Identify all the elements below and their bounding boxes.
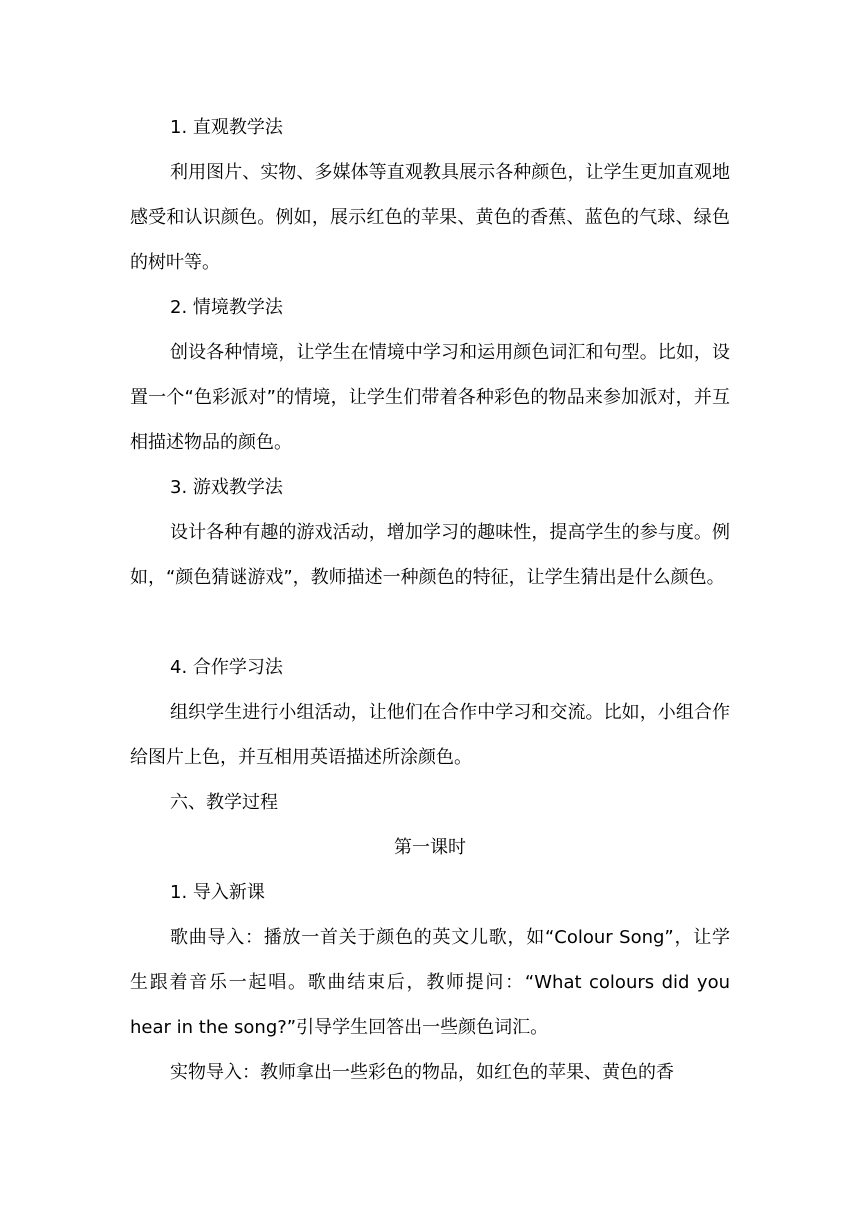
section-body: 创设各种情境，让学生在情境中学习和运用颜色词汇和句型。比如，设置一个“色彩派对”的情境，让学生们带着各种彩色的物品来参加派对，并互相描述物品的颜色。 [130,342,730,453]
section-body: 利用图片、实物、多媒体等直观教具展示各种颜色，让学生更加直观地感受和认识颜色。例如，展示红色的苹果、黄色的香蕉、蓝色的气球、绿色的树叶等。 [130,162,730,273]
section-heading: 1. 直观教学法 [170,117,283,138]
section-heading: 4. 合作学习法 [170,657,283,678]
lesson-title: 第一课时 [394,837,466,858]
section-body: 设计各种有趣的游戏活动，增加学习的趣味性，提高学生的参与度。例如，“颜色猜谜游戏”，教师描述一种颜色的特征，让学生猜出是什么颜色。 [130,522,730,588]
part-heading: 六、教学过程 [170,792,278,813]
section-heading: 2. 情境教学法 [170,297,283,318]
object-intro-paragraph: 实物导入：教师拿出一些彩色的物品，如红色的苹果、黄色的香 [170,1062,674,1083]
section-body: 组织学生进行小组活动，让他们在合作中学习和交流。比如，小组合作给图片上色，并互相用英语描述所涂颜色。 [130,702,730,768]
section-heading: 3. 游戏教学法 [170,477,283,498]
step-heading: 1. 导入新课 [170,882,265,903]
song-intro-paragraph: 歌曲导入：播放一首关于颜色的英文儿歌，如“Colour Song”，让学生跟着音乐一起唱。歌曲结束后，教师提问：“What colours did you hear in the song?”引导学生回答出一些颜色词汇。 [130,927,730,1038]
